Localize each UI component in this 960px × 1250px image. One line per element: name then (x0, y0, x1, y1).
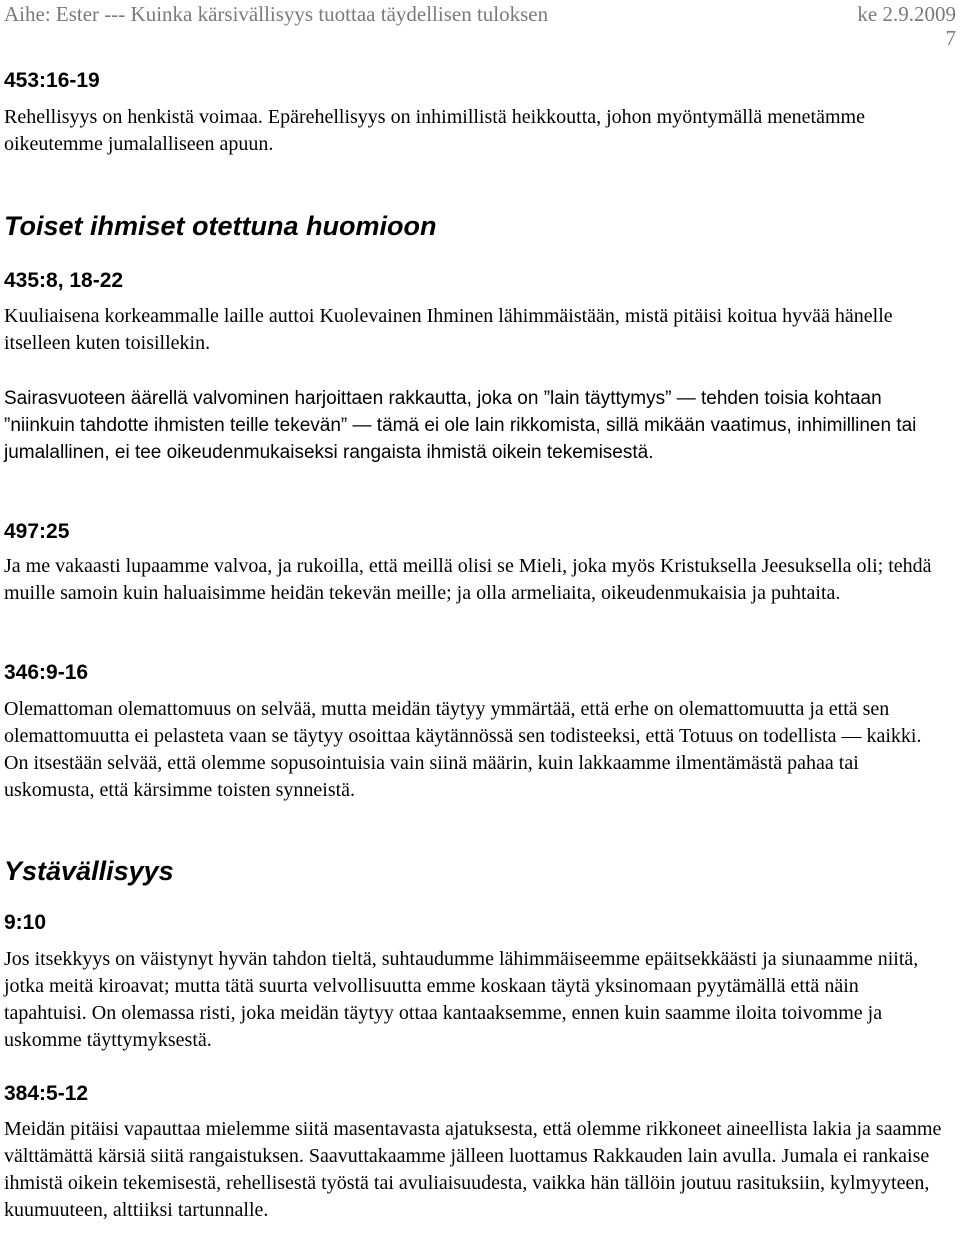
paragraph-obedient-mortal: Kuuliaisena korkeammalle laille auttoi Kuolevainen Ihminen lähimmäistään, mistä pitäisi koitua hyvää hänelle itselleen kuten toisillekin. (4, 305, 893, 354)
paragraph-sickbed: Sairasvuoteen äärellä valvominen harjoittaen rakkautta, joka on ”lain täyttymys” — tehden toisia kohtaan ”niinkuin tahdotte ihmisten teille tekevän” — tämä ei ole lain rikkomista, sillä mikään vaatimus, inhimillinen tai jumalallinen, ei tee oikeudenmukaiseksi rangaista ihmistä oikein tekemisestä. (4, 388, 917, 463)
paragraph-promise: Ja me vakaasti lupaamme valvoa, ja rukoilla, että meillä olisi se Mieli, joka myös Kristuksella Jeesuksella oli; tehdä muille samoin kuin haluaisimme heidän tekevän meille; ja olla armeliaita, oikeudenmukaisia ja puhtaita. (4, 555, 932, 604)
paragraph-nothingness: Olemattoman olemattomuus on selvää, mutta meidän täytyy ymmärtää, että erhe on olemattomuutta ja että sen olemattomuutta ei pelasteta vaan se täytyy osoittaa käytännössä sen todisteeksi, että Totuus on todellista — kaikki. On itsestään selvää, että olemme sopusointuisia vain siinä määrin, kuin lakkaamme ilmentämästä pahaa tai uskomusta, että kärsimme toisten synneistä. (4, 698, 922, 801)
reference-435-8: 435:8, 18-22 (4, 269, 124, 292)
page-header (4, 2, 956, 32)
reference-453-16-19: 453:16-19 (4, 69, 100, 92)
reference-9-10: 9:10 (4, 911, 47, 934)
header-date: ke 2.9.2009 (857, 2, 956, 26)
reference-384-5-12: 384:5-12 (4, 1082, 89, 1105)
page-number: 7 (945, 26, 956, 50)
section-heading-others: Toiset ihmiset otettuna huomioon (4, 211, 437, 241)
reference-497-25: 497:25 (4, 520, 70, 543)
section-heading-kindness: Ystävällisyys (4, 856, 174, 886)
reference-346-9-16: 346:9-16 (4, 661, 89, 684)
header-title: Aihe: Ester --- Kuinka kärsivällisyys tuottaa täydellisen tuloksen (4, 2, 549, 26)
paragraph-selfishness: Jos itsekkyys on väistynyt hyvän tahdon tieltä, suhtaudumme lähimmäiseemme epäitsekkäästi ja siunaamme niitä, jotka meitä kiroavat; mutta tätä suurta velvollisuutta emme koskaan täytä yksinomaan pyytämällä että näin tapahtuisi. On olemassa risti, joka meidän täytyy ottaa kantaaksemme, ennen kuin saamme iloita toivomme ja uskomme täyttymyksestä. (4, 948, 919, 1051)
paragraph-free-mind: Meidän pitäisi vapauttaa mielemme siitä masentavasta ajatuksesta, että olemme rikkoneet aineellista lakia ja saamme välttämättä kärsiä siitä rangaistuksen. Saavuttakaamme jälleen luottamus Rakkauden lain avulla. Jumala ei rankaise ihmistä oikein tekemisestä, rehellisestä työstä tai avuliaisuudesta, vaikka hän tällöin joutuu rasituksiin, kylmyyteen, kuumuuteen, alttiiksi tartunnalle. (4, 1118, 942, 1221)
paragraph-honesty: Rehellisyys on henkistä voimaa. Epärehellisyys on inhimillistä heikkoutta, johon myöntymällä menetämme oikeutemme jumalalliseen apuun. (4, 106, 865, 155)
